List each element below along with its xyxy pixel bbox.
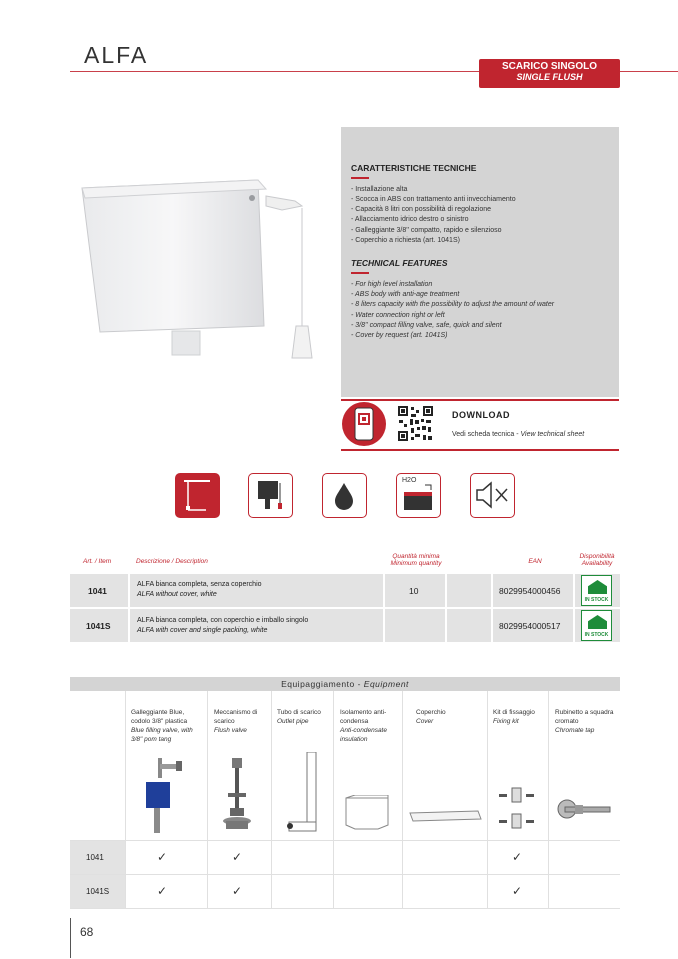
equipment-col-en: Cover bbox=[416, 718, 434, 725]
in-stock-label: IN STOCK bbox=[584, 597, 609, 603]
page-title: ALFA bbox=[84, 42, 149, 68]
water-drop-icon bbox=[322, 473, 367, 518]
features-title-underline bbox=[351, 177, 369, 179]
download-divider-bottom bbox=[341, 449, 619, 451]
in-stock-badge bbox=[581, 610, 612, 641]
column-divider bbox=[271, 691, 272, 909]
download-link-en: View technical sheet bbox=[520, 431, 585, 438]
check-icon: ✓ bbox=[157, 884, 168, 898]
col-header-qty-it: Quantità minima bbox=[392, 553, 440, 560]
row-description bbox=[137, 580, 262, 600]
filling-valve-image bbox=[140, 758, 190, 838]
row-desc-en: ALFA with cover and single packing, white bbox=[137, 627, 268, 634]
check-icon: ✓ bbox=[232, 884, 243, 898]
row-divider bbox=[70, 607, 620, 609]
equipment-row-art: 1041S bbox=[70, 875, 125, 908]
row-ean: 8029954000517 bbox=[499, 621, 561, 631]
check-icon: ✓ bbox=[512, 884, 523, 898]
col-header-qty bbox=[380, 553, 452, 567]
list-item: - 8 liters capacity with the possibility to adjust the amount of water bbox=[351, 300, 609, 310]
equipment-col-header bbox=[340, 708, 400, 744]
page-number: 68 bbox=[80, 925, 94, 939]
row-desc-it: ALFA bianca completa, con coperchio e imballo singolo bbox=[137, 617, 309, 624]
equipment-col-header bbox=[214, 708, 269, 735]
badge-line-it: SCARICO SINGOLO bbox=[501, 61, 597, 72]
column-divider bbox=[333, 691, 334, 909]
h2o-label: H2O bbox=[402, 477, 417, 484]
list-item: - Water connection right or left bbox=[351, 311, 609, 321]
water-capacity-icon bbox=[396, 473, 441, 518]
page-number-bar bbox=[70, 918, 71, 958]
cistern-flush-icon bbox=[248, 473, 293, 518]
list-item: - For high level installation bbox=[351, 280, 609, 290]
house-icon bbox=[588, 580, 607, 594]
row-min-qty: 10 bbox=[409, 586, 419, 596]
equipment-col-en: Chromate tap bbox=[555, 727, 595, 734]
house-icon bbox=[588, 615, 607, 629]
list-item: - Allacciamento idrico destro o sinistro bbox=[351, 215, 609, 225]
equipment-col-header bbox=[416, 708, 481, 726]
row-desc-en: ALFA without cover, white bbox=[137, 591, 217, 598]
col-header-art: Art. / Item bbox=[83, 558, 112, 565]
row-art: 1041S bbox=[86, 621, 111, 631]
equipment-col-it: Isolamento anti-condensa bbox=[340, 709, 387, 725]
row-description bbox=[137, 616, 308, 636]
outlet-pipe-image bbox=[284, 752, 324, 839]
insulation-image bbox=[343, 795, 393, 838]
equipment-title bbox=[70, 677, 620, 691]
check-icon: ✓ bbox=[232, 850, 243, 864]
column-divider bbox=[487, 691, 488, 909]
equipment-col-en: Fixing kit bbox=[493, 718, 519, 725]
col-header-desc bbox=[136, 558, 208, 565]
row-ean: 8029954000456 bbox=[499, 586, 561, 596]
row-desc-it: ALFA bianca completa, senza coperchio bbox=[137, 581, 262, 588]
row-divider bbox=[70, 908, 620, 909]
features-title-en: TECHNICAL FEATURES bbox=[351, 258, 448, 269]
download-link-it: Vedi scheda tecnica - bbox=[452, 431, 521, 438]
equipment-col-header bbox=[555, 708, 617, 735]
equipment-col-header bbox=[277, 708, 331, 726]
row-divider bbox=[70, 874, 620, 875]
download-link[interactable] bbox=[452, 431, 584, 438]
equipment-col-en: Flush valve bbox=[214, 727, 247, 734]
check-icon: ✓ bbox=[512, 850, 523, 864]
col-header-avail-it: Disponibilità bbox=[579, 553, 615, 560]
col-header-qty-en: Minimum quantity bbox=[390, 560, 442, 567]
in-stock-label: IN STOCK bbox=[584, 632, 609, 638]
list-item: - Capacità 8 litri con possibilità di regolazione bbox=[351, 205, 609, 215]
equipment-title-it: Equipaggiamento - bbox=[281, 679, 364, 689]
features-title-underline bbox=[351, 272, 369, 274]
list-item: - Installazione alta bbox=[351, 185, 609, 195]
phone-scan-icon bbox=[342, 402, 386, 446]
equipment-title-en: Equipment bbox=[363, 679, 409, 689]
equipment-col-en: Anti-condensate insulation bbox=[340, 727, 387, 743]
row-divider bbox=[70, 840, 620, 841]
column-divider bbox=[548, 691, 549, 909]
row-art: 1041 bbox=[88, 586, 107, 596]
pull-cord-icon bbox=[175, 473, 220, 518]
download-divider-top bbox=[341, 399, 619, 401]
equipment-col-it: Galleggiante Blue, codolo 3/8" plastica bbox=[131, 709, 188, 725]
qr-code[interactable] bbox=[397, 405, 434, 442]
list-item: - Galleggiante 3/8'' compatto, rapido e silenzioso bbox=[351, 226, 609, 236]
features-title-it: CARATTERISTICHE TECNICHE bbox=[351, 163, 477, 173]
col-header-availability bbox=[574, 553, 620, 567]
download-title[interactable]: DOWNLOAD bbox=[452, 410, 510, 420]
list-item: - Cover by request (art. 1041S) bbox=[351, 331, 609, 341]
check-icon: ✓ bbox=[157, 850, 168, 864]
features-list-en bbox=[351, 280, 609, 342]
list-item: - 3/8'' compact filling valve, safe, quick and silent bbox=[351, 321, 609, 331]
chromate-tap-image bbox=[555, 795, 617, 835]
cover-image bbox=[408, 803, 483, 828]
fixing-kit-image bbox=[495, 786, 545, 836]
equipment-col-it: Meccanismo di scarico bbox=[214, 709, 258, 725]
equipment-col-header bbox=[131, 708, 203, 744]
col-header-avail-en: Availability bbox=[581, 560, 613, 567]
equipment-col-en: Blue filling valve, with 3/8" pom tang bbox=[131, 727, 193, 743]
col-header-desc-it: Descrizione / bbox=[136, 558, 176, 565]
equipment-col-en: Outlet pipe bbox=[277, 718, 309, 725]
equipment-col-it: Kit di fissaggio bbox=[493, 709, 535, 716]
equipment-col-it: Coperchio bbox=[416, 709, 446, 716]
column-divider bbox=[125, 691, 126, 909]
equipment-col-header bbox=[493, 708, 547, 726]
in-stock-badge bbox=[581, 575, 612, 606]
product-image bbox=[70, 126, 340, 396]
col-header-ean: EAN bbox=[528, 558, 542, 565]
flush-type-badge bbox=[479, 59, 620, 88]
equipment-col-it: Tubo di scarico bbox=[277, 709, 321, 716]
badge-line-en: SINGLE FLUSH bbox=[516, 72, 583, 82]
equipment-row-art: 1041 bbox=[70, 841, 125, 874]
col-header-desc-en: Description bbox=[175, 558, 208, 565]
column-divider bbox=[402, 691, 403, 909]
features-list-it bbox=[351, 185, 609, 247]
column-divider bbox=[207, 691, 208, 909]
list-item: - ABS body with anti-age treatment bbox=[351, 290, 609, 300]
list-item: - Coperchio a richiesta (art. 1041S) bbox=[351, 236, 609, 246]
technical-features-panel bbox=[341, 127, 619, 397]
equipment-col-it: Rubinetto a squadra cromato bbox=[555, 709, 614, 725]
list-item: - Scocca in ABS con trattamento anti invecchiamento bbox=[351, 195, 609, 205]
mute-speaker-icon bbox=[470, 473, 515, 518]
flush-valve-image bbox=[216, 758, 261, 838]
